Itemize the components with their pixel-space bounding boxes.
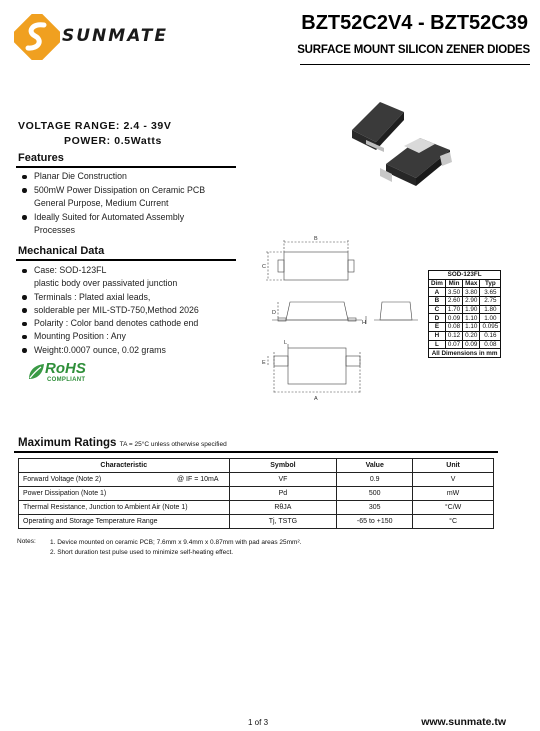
ratings-title: Maximum Ratings [18, 437, 117, 449]
table-row: L 0.07 0.09 0.08 [429, 340, 501, 349]
bullet-icon [22, 348, 27, 353]
leaf-icon [26, 362, 46, 382]
dim-label: A [314, 396, 318, 402]
table-row: A 3.50 3.80 3.65 [429, 288, 501, 297]
part-number-title: BZT52C2V4 - BZT52C39 [301, 12, 528, 34]
dim-label: B [314, 236, 318, 242]
rohs-title: RoHS [45, 360, 86, 377]
power-spec [64, 135, 162, 147]
table-row: Power Dissipation (Note 1) Pd 500 mW [19, 487, 494, 501]
list-item: Weight:0.0007 ounce, 0.02 grams [18, 344, 238, 357]
website-link[interactable]: www.sunmate.tw [421, 716, 506, 728]
list-item: Case: SOD-123FL plastic body over passivated junction [18, 264, 238, 291]
features-list [18, 170, 233, 238]
part-subtitle: SURFACE MOUNT SILICON ZENER DIODES [297, 44, 530, 56]
table-header-row: Dim Min Max Typ [429, 279, 501, 288]
rohs-badge [20, 360, 100, 388]
dim-label: C [262, 264, 266, 270]
table-row: E 0.08 1.10 0.095 [429, 323, 501, 332]
list-item: 500mW Power Dissipation on Ceramic PCB General Purpose, Medium Current [18, 184, 233, 211]
dimensions-table [428, 270, 501, 358]
dim-label: D [272, 310, 276, 316]
dimensions-footer: All Dimensions in mm [429, 349, 501, 358]
features-divider [16, 166, 236, 168]
list-item: Ideally Suited for Automated Assembly Processes [18, 211, 233, 238]
logo-text: SUNMATE [62, 26, 168, 46]
bullet-icon [22, 215, 27, 220]
list-item: Polarity : Color band denotes cathode end [18, 317, 238, 330]
note-item: 1. Device mounted on ceramic PCB; 7.6mm x 9.4mm x 0.87mm with pad areas 25mm². [50, 539, 302, 546]
voltage-range-value: 2.4 - 39V [123, 120, 172, 132]
bullet-icon [22, 295, 27, 300]
ratings-heading [18, 437, 227, 449]
notes-list [50, 538, 301, 557]
sunmate-logo-icon [14, 14, 60, 60]
bullet-icon [22, 269, 27, 274]
list-item: Mounting Position : Any [18, 330, 238, 343]
table-row: H 0.12 0.20 0.16 [429, 331, 501, 340]
table-row: Forward Voltage (Note 2) @ IF = 10mA VF 0.9 V [19, 473, 494, 487]
bullet-icon [22, 335, 27, 340]
power-label: POWER: [64, 135, 111, 147]
header-divider [300, 64, 530, 65]
max-ratings-table [18, 458, 494, 529]
table-row: C 1.70 1.90 1.80 [429, 305, 501, 314]
bullet-icon [22, 308, 27, 313]
table-row: D 0.09 1.10 1.00 [429, 314, 501, 323]
notes-label: Notes: [17, 538, 36, 545]
rohs-subtitle: COMPLIANT [47, 377, 86, 383]
list-item: solderable per MIL-STD-750,Method 2026 [18, 304, 238, 317]
power-value: 0.5Watts [114, 135, 162, 147]
mechanical-divider [16, 259, 236, 261]
note-item: 2. Short duration test pulse used to minimize self-heating effect. [50, 548, 234, 556]
table-header-row: Characteristic Symbol Value Unit [19, 459, 494, 473]
package-photo [340, 96, 460, 196]
dim-label: E [262, 360, 266, 366]
bullet-icon [22, 188, 27, 193]
voltage-range-spec [18, 120, 171, 132]
package-dimension-drawing [262, 232, 422, 402]
dim-label: H [362, 320, 366, 326]
bullet-icon [22, 175, 27, 180]
ratings-divider [14, 451, 498, 453]
mechanical-data-heading: Mechanical Data [18, 245, 105, 257]
list-item: Planar Die Construction [18, 170, 233, 184]
dim-label: L [284, 340, 288, 346]
table-row: Operating and Storage Temperature Range Tj, TSTG -65 to +150 °C [19, 515, 494, 529]
voltage-range-label: VOLTAGE RANGE: [18, 120, 120, 132]
features-heading: Features [18, 152, 64, 164]
table-row: B 2.60 2.90 2.75 [429, 297, 501, 306]
table-row: Thermal Resistance, Junction to Ambient Air (Note 1) RθJA 305 °C/W [19, 501, 494, 515]
dimensions-caption: SOD-123FL [429, 271, 501, 280]
bullet-icon [22, 322, 27, 327]
mechanical-list [18, 264, 238, 357]
page-number: 1 of 3 [248, 718, 269, 727]
list-item: Terminals : Plated axial leads, [18, 291, 238, 304]
ratings-condition: TA = 25°C unless otherwise specified [119, 441, 227, 448]
